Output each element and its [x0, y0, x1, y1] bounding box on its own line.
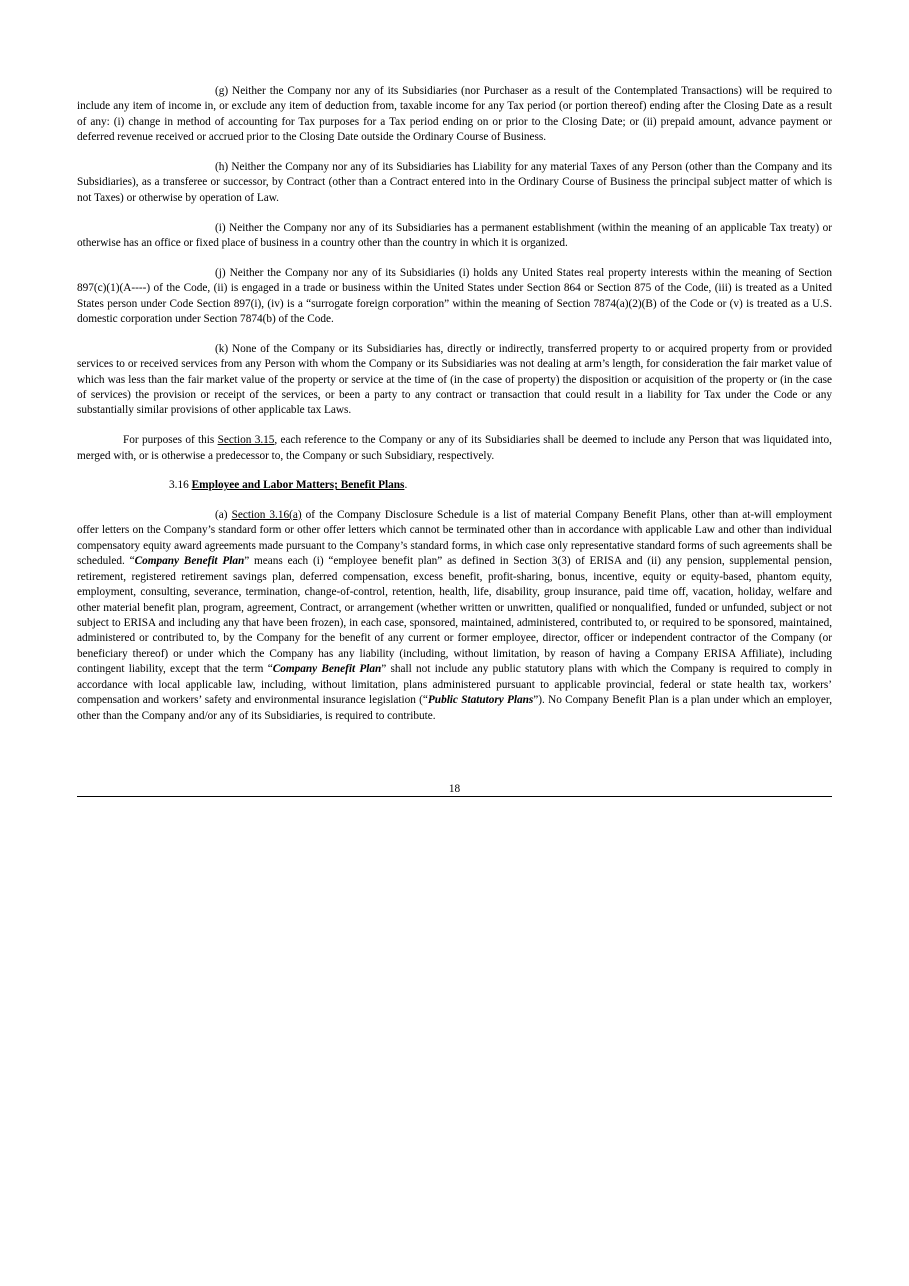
purposes-text-before: For purposes of this	[123, 434, 218, 447]
purposes-text-after: , each reference to the Company or any of its Subsidiaries shall be deemed to include any Person that was liquidated into, merged with, or is otherwise a predecessor to, the Company or such Subsidiary, respectively.	[77, 434, 832, 462]
defined-term-company-benefit-plan-repeat: Company Benefit Plan	[272, 663, 382, 676]
section-3-16a-reference: Section 3.16(a)	[231, 508, 302, 521]
paragraph-h: (h) Neither the Company nor any of its Subsidiaries has Liability for any material Taxes of any Person (other than the Company and its Subsidiaries), as a transferee or successor, by Contract (other than a Contract entered into in the Ordinary Course of Business the principal subject matter of which is not Taxes) or otherwise by operation of Law.	[77, 161, 832, 204]
paragraph-a-text-2: ” means each (i) “employee benefit plan” as defined in Section 3(3) of ERISA and (ii) any pension, supplemental pension, retirement, registered retirement savings plan, deferred compensation, excess benefit, profit-sharing, bonus, incentive, equity or equity-based, phantom equity, employment, consulting, severance, termination, change-of-control, retention, health, life, disability, group insurance, paid time off, vacation, holiday, welfare and other material benefit plan, program, agreement, Contract, or arrangement (whether written or unwritten, qualified or nonqualified, funded or unfunded, subject or not subject to ERISA and including any that have been frozen), in each case, sponsored, maintained, administered, contributed to, or required to be sponsored, maintained, administered or contributed to, by the Company for the benefit of any current or former employee, director, officer or independent contractor of the Company (or beneficiary thereof) or under which the Company has any liability (including, without limitation, by reason of having a Company ERISA Affiliate), including contingent liability, except that the term “	[77, 555, 833, 676]
section-title: Employee and Labor Matters; Benefit Plans	[191, 479, 405, 492]
paragraph-k: (k) None of the Company or its Subsidiaries has, directly or indirectly, transferred property to or acquired property from or provided services to or received services from any Person with whom the Company or its Subsidiaries was not dealing at arm’s length, for consideration the fair market value of which was less than the fair market value of the property or service at the time of (in the case of property) the disposition or acquisition of the property or (in the case of services) the provision or receipt of the services, or been a party to any contract or transaction that could result in a liability for Tax under the Code or any substantially similar provisions of other applicable tax Laws.	[77, 342, 832, 417]
paragraph-i: (i) Neither the Company nor any of its Subsidiaries has a permanent establishment (within the meaning of an applicable Tax treaty) or otherwise has an office or fixed place of business in a country other than the country in which it is organized.	[77, 221, 832, 249]
paragraph-purposes	[77, 433, 832, 464]
paragraph-a-prefix: (a)	[215, 508, 232, 521]
defined-term-company-benefit-plan: Company Benefit Plan	[134, 555, 245, 568]
footer-divider	[77, 796, 832, 797]
page-number: 18	[448, 783, 461, 795]
paragraph-j: (j) Neither the Company nor any of its Subsidiaries (i) holds any United States real property interests within the meaning of Section 897(c)(1)(A----) of the Code, (ii) is engaged in a trade or business within the United States under Section 864 or Section 875 of the Code, (iii) is treated as a United States person under Code Section 897(i), (iv) is a “surrogate foreign corporation” within the meaning of Section 7874(a)(2)(B) of the Code or (v) is treated as a U.S. domestic corporation under Section 7874(b) of the Code.	[77, 266, 832, 325]
section-number: 3.16	[169, 479, 192, 492]
document-page	[77, 84, 832, 738]
section-3-15-reference: Section 3.15	[217, 434, 275, 447]
defined-term-public-statutory-plans: Public Statutory Plans	[427, 694, 534, 707]
paragraph-a-text-3: ” shall not include any public statutory plans with which the Company is required to comply in accordance with local applicable law, including, without limitation, plans administered pursuant to applicable provincial, federal or state health tax, workers’ compensation and workers’ safety and environmental insurance legislation (“	[77, 663, 833, 707]
paragraph-a	[77, 508, 832, 724]
section-heading	[77, 478, 832, 493]
section-title-period: .	[404, 479, 408, 492]
paragraph-a-text-4: ”). No Company Benefit Plan is a plan under which an employer, other than the Company and/or any of its Subsidiaries, is required to contribute.	[77, 694, 833, 722]
paragraph-g: (g) Neither the Company nor any of its Subsidiaries (nor Purchaser as a result of the Contemplated Transactions) will be required to include any item of income in, or exclude any item of deduction from, taxable income for any Tax period (or portion thereof) ending after the Closing Date as a result of any: (i) change in method of accounting for Tax purposes for a Tax period ending on or prior to the Closing Date; or (ii) prepaid amount, advance payment or deferred revenue received or accrued prior to the Closing Date outside the Ordinary Course of Business.	[77, 85, 832, 144]
paragraph-a-text-1: of the Company Disclosure Schedule is a list of material Company Benefit Plans, other than at-will employment offer letters on the Company’s standard form or other offer letters which cannot be terminated other than in accordance with applicable Law and other than individual compensatory equity award agreements made pursuant to the Company’s standard forms, in which case only representative standard forms of such agreements shall be scheduled. “	[77, 508, 832, 568]
